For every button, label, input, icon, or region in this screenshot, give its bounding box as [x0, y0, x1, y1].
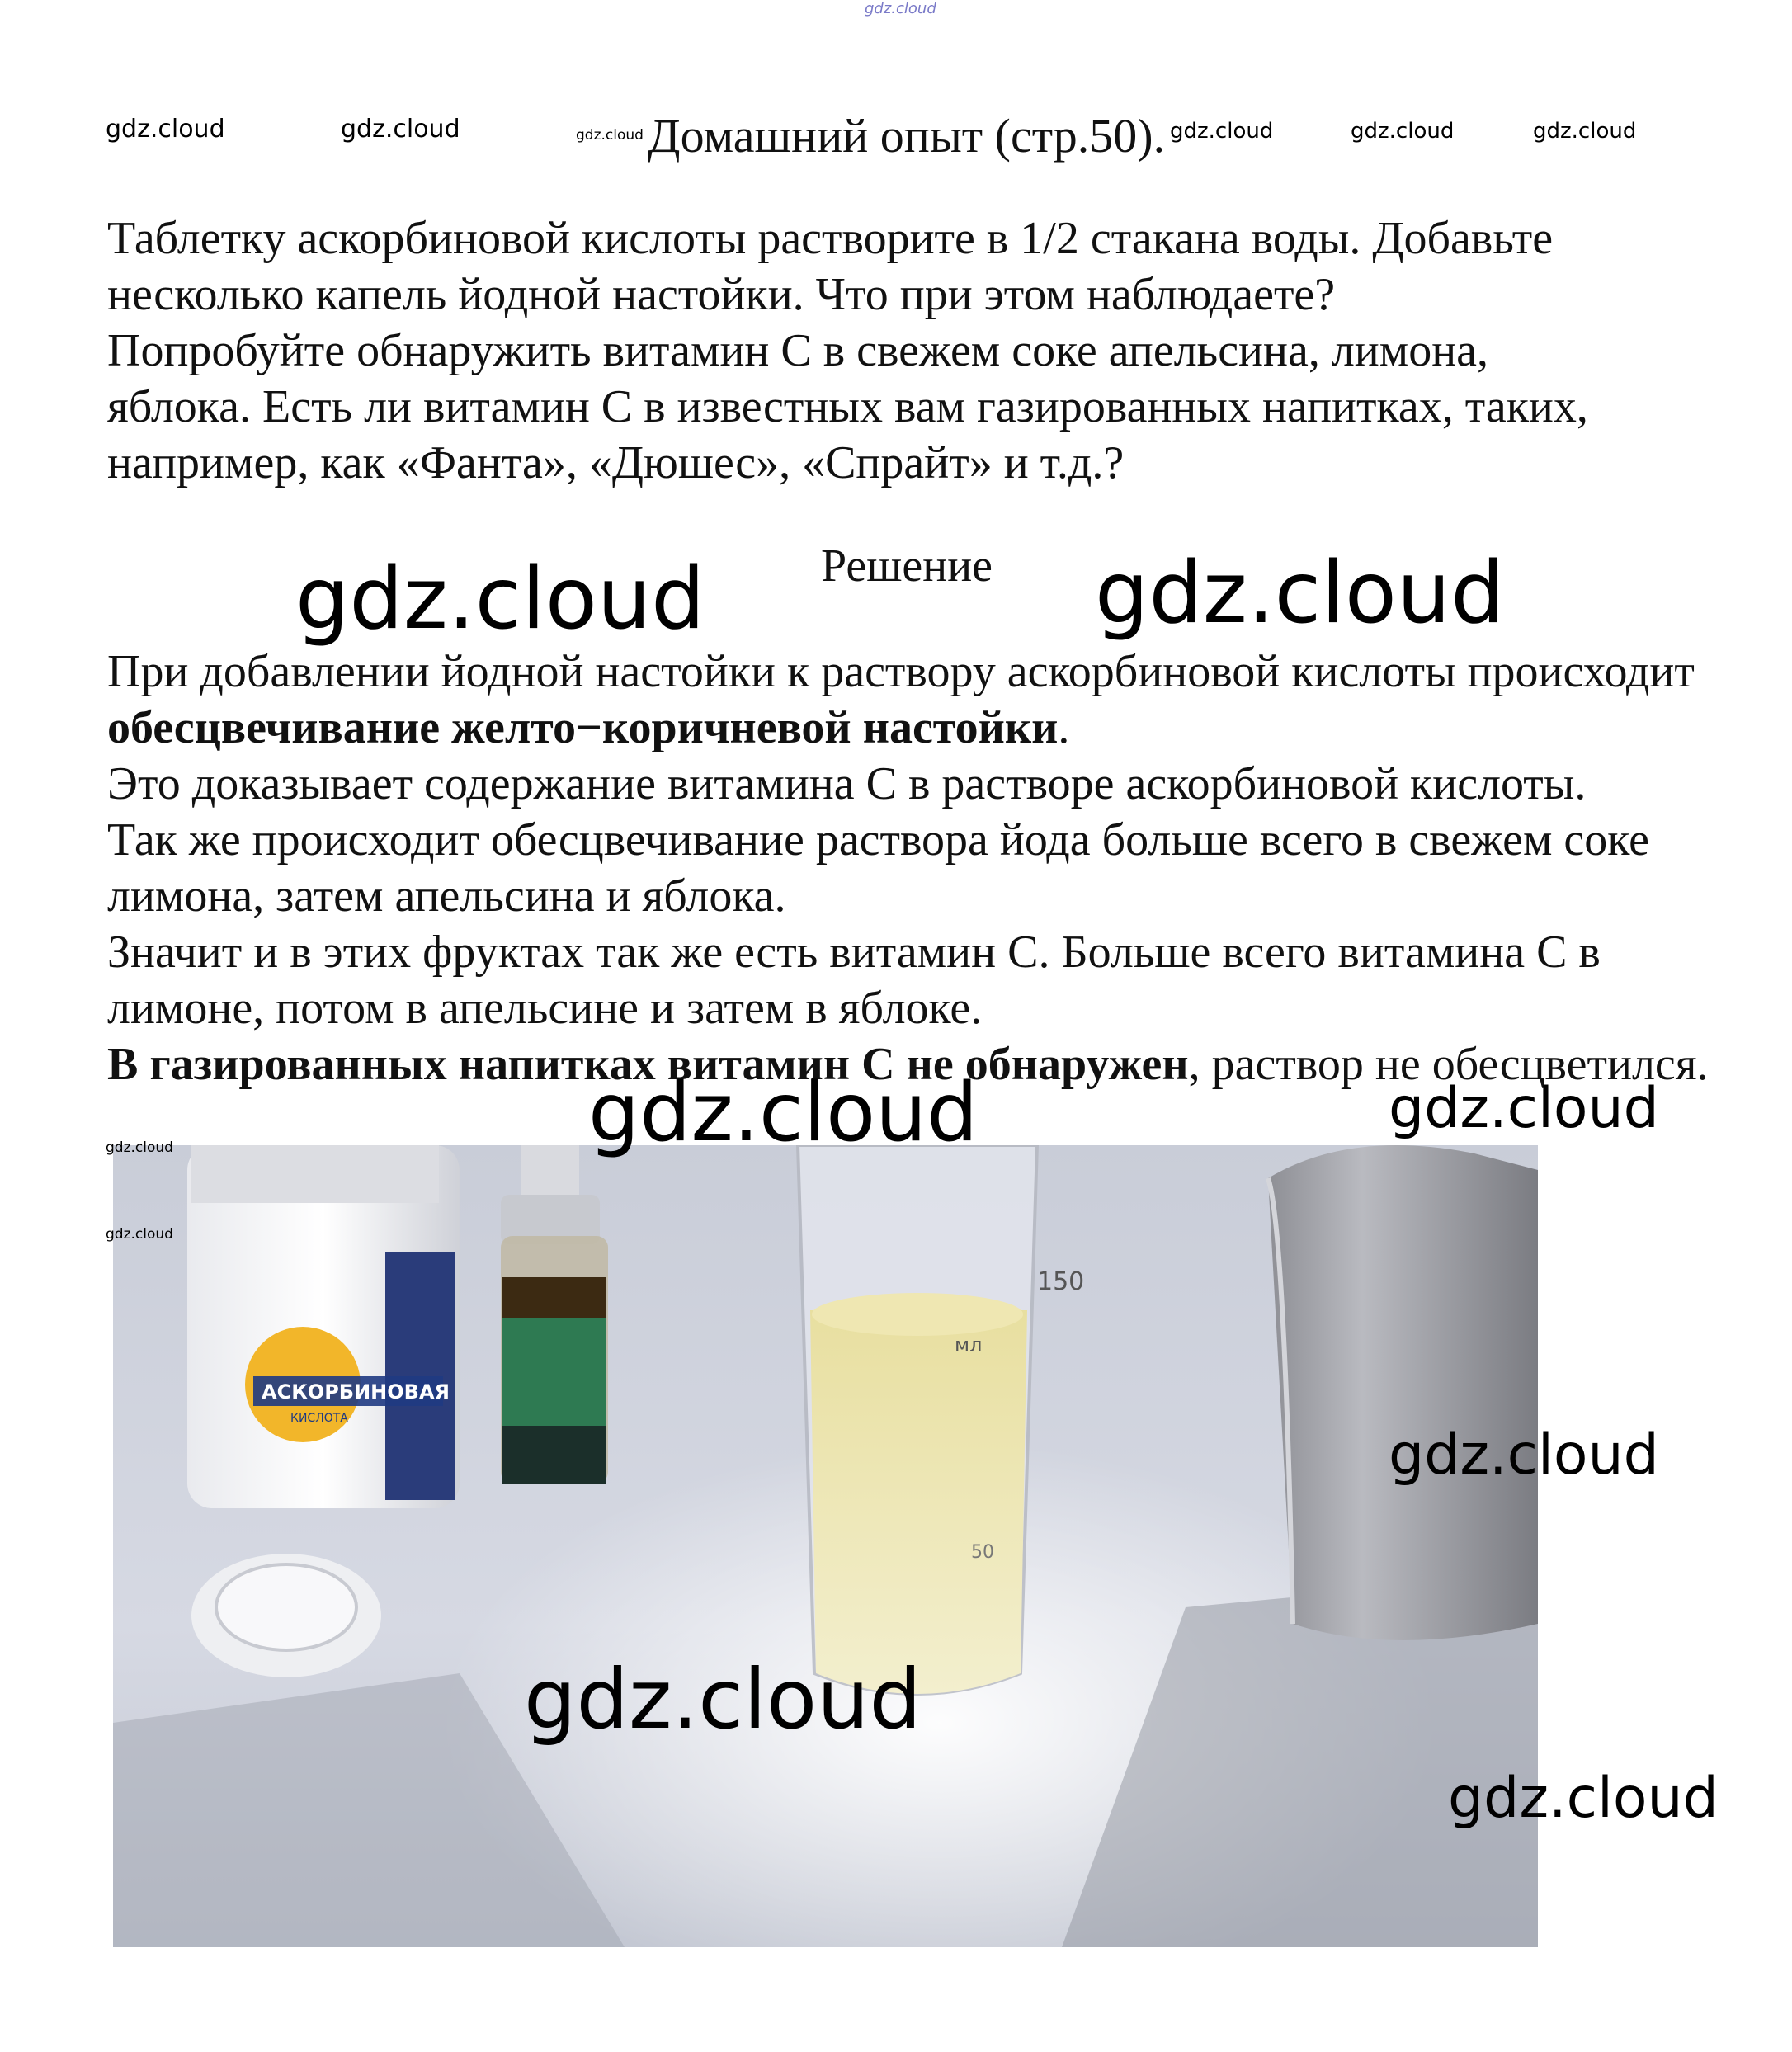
svg-text:150: 150: [1037, 1267, 1085, 1296]
task-line: например, как «Фанта», «Дюшес», «Спрайт» и т.д.?: [107, 437, 1125, 488]
iodine-bottle-illustration: [501, 1145, 608, 1484]
watermark: gdz.cloud: [341, 115, 460, 144]
watermark: gdz.cloud: [106, 1226, 173, 1243]
watermark: gdz.cloud: [1448, 1766, 1719, 1831]
svg-text:АСКОРБИНОВАЯ: АСКОРБИНОВАЯ: [262, 1380, 450, 1403]
page-title: Домашний опыт (стр.50).: [648, 109, 1166, 163]
answer-paragraph: При добавлении йодной настойки к раствору аскорбиновой кислоты происходит обесцвечивание желто−коричневой настойки.: [107, 646, 1695, 753]
task-line: Попробуйте обнаружить витамин С в свежем соке апельсина, лимона,: [107, 325, 1489, 376]
task-line: несколько капель йодной настойки. Что при этом наблюдаете?: [107, 269, 1336, 320]
answer-paragraph: В газированных напитках витамин С не обнаружен, раствор не обесцветился.: [107, 1039, 1709, 1090]
answer-paragraph: Это доказывает содержание витамина С в растворе аскорбиновой кислоты.: [107, 758, 1587, 809]
watermark: gdz.cloud: [106, 1139, 173, 1156]
watermark: gdz.cloud: [1389, 1422, 1659, 1488]
watermark: gdz.cloud: [524, 1651, 922, 1748]
watermark: gdz.cloud: [295, 550, 705, 649]
svg-text:мл: мл: [955, 1333, 983, 1356]
watermark: gdz.cloud: [1095, 544, 1505, 643]
bold-text: В газированных напитках витамин С не обнаружен: [107, 1039, 1189, 1090]
task-line: яблока. Есть ли витамин С в известных вам газированных напитках, таких,: [107, 381, 1588, 432]
watermark: gdz.cloud: [1533, 119, 1637, 144]
watermark: gdz.cloud: [588, 1066, 979, 1160]
watermark: gdz.cloud: [1389, 1076, 1659, 1141]
task-line: Таблетку аскорбиновой кислоты растворите в 1/2 стакана воды. Добавьте: [107, 213, 1554, 264]
answer-text: [107, 644, 1749, 1092]
svg-text:КИСЛОТА: КИСЛОТА: [290, 1412, 348, 1425]
watermark-top: gdz.cloud: [865, 0, 936, 17]
watermark: gdz.cloud: [106, 115, 225, 144]
watermark: gdz.cloud: [576, 127, 644, 144]
jar-illustration: [187, 1145, 460, 1508]
watermark: gdz.cloud: [1351, 119, 1455, 144]
solution-heading: Решение: [821, 540, 993, 592]
svg-text:50: 50: [971, 1542, 994, 1563]
bold-text: обесцвечивание желто−коричневой настойки: [107, 702, 1059, 753]
cup-illustration: [1268, 1145, 1538, 1640]
experiment-photo: [113, 1145, 1538, 1947]
task-text: [107, 210, 1749, 491]
watermark: gdz.cloud: [1170, 119, 1274, 144]
answer-paragraph: Значит и в этих фруктах так же есть витамин С. Больше всего витамина С в лимоне, потом в апельсине и затем в яблоке.: [107, 927, 1601, 1034]
answer-paragraph: Так же происходит обесцвечивание раствора йода больше всего в свежем соке лимона, затем апельсина и яблока.: [107, 814, 1649, 922]
